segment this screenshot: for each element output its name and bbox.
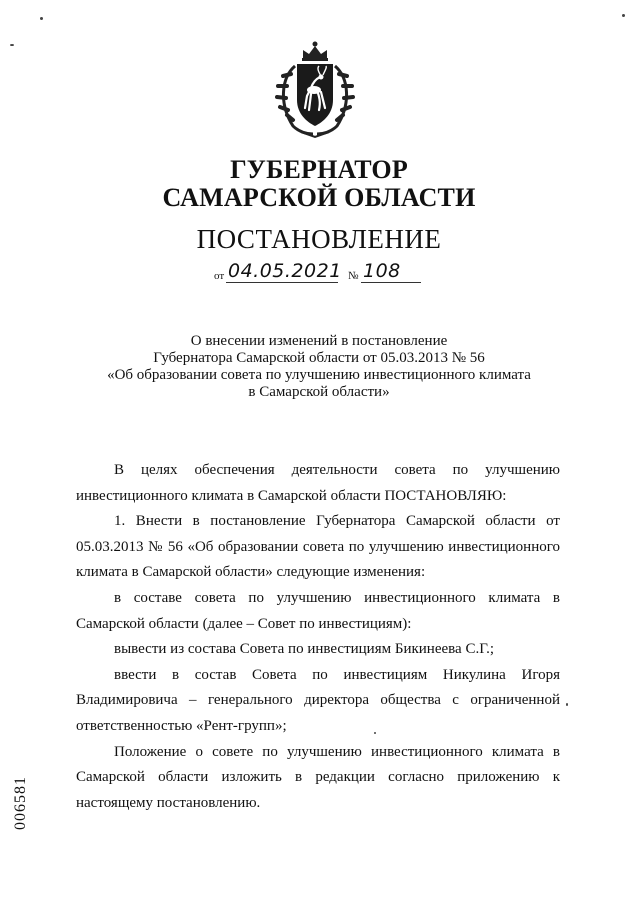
body-paragraph: 1. Внести в постановление Губернатора Самарской области от 05.03.2013 № 56 «Об образовании совета по улучшению инвестиционного климата в Самарской области» следующие изменения: (76, 513, 560, 581)
body-paragraph: в составе совета по улучшению инвестиционного климата в Самарской области (далее – Совет по инвестициям): (76, 589, 560, 632)
number-label: № (348, 270, 359, 282)
number-underline (361, 282, 421, 283)
subject-line: Губернатора Самарской области от 05.03.2013 № 56 (153, 350, 485, 366)
date-number-line (0, 260, 638, 286)
number-value: 108 (363, 260, 401, 282)
document-subject (60, 333, 578, 401)
date-value: 04.05.2021 (228, 260, 342, 282)
document-type: ПОСТАНОВЛЕНИЕ (196, 224, 442, 254)
scan-speck (566, 703, 568, 706)
body-paragraph: вывести из состава Совета по инвестициям Бикинеева С.Г.; (114, 641, 495, 658)
body-paragraph: В целях обеспечения деятельности совета по улучшению инвестиционного климата в Самарской области ПОСТАНОВЛЯЮ: (76, 462, 560, 504)
subject-line: О внесении изменений в постановление (190, 333, 448, 349)
authority-title-line1: ГУБЕРНАТОР (230, 155, 408, 184)
body-paragraph: Положение о совете по улучшению инвестиционного климата в Самарской области изложить в редакции согласно приложению к настоящему постановлению. (76, 743, 560, 811)
document-body (76, 458, 560, 816)
date-underline (226, 282, 338, 283)
date-label: от (214, 270, 225, 282)
scan-speck (374, 732, 376, 734)
subject-line: «Об образовании совета по улучшению инвестиционного климата (107, 367, 531, 383)
subject-line: в Самарской области» (248, 384, 390, 400)
coat-of-arms-samara-icon (273, 38, 357, 140)
scan-speck (622, 14, 625, 17)
scan-speck (10, 44, 14, 46)
scan-speck (40, 17, 43, 20)
authority-title-line2: САМАРСКОЙ ОБЛАСТИ (162, 183, 476, 212)
body-paragraph: ввести в состав Совета по инвестициям Никулина Игоря Владимировича – генерального директора общества с ограниченной ответственностью «Рент-групп»; (76, 666, 560, 734)
side-serial-number: 006581 (12, 776, 29, 830)
